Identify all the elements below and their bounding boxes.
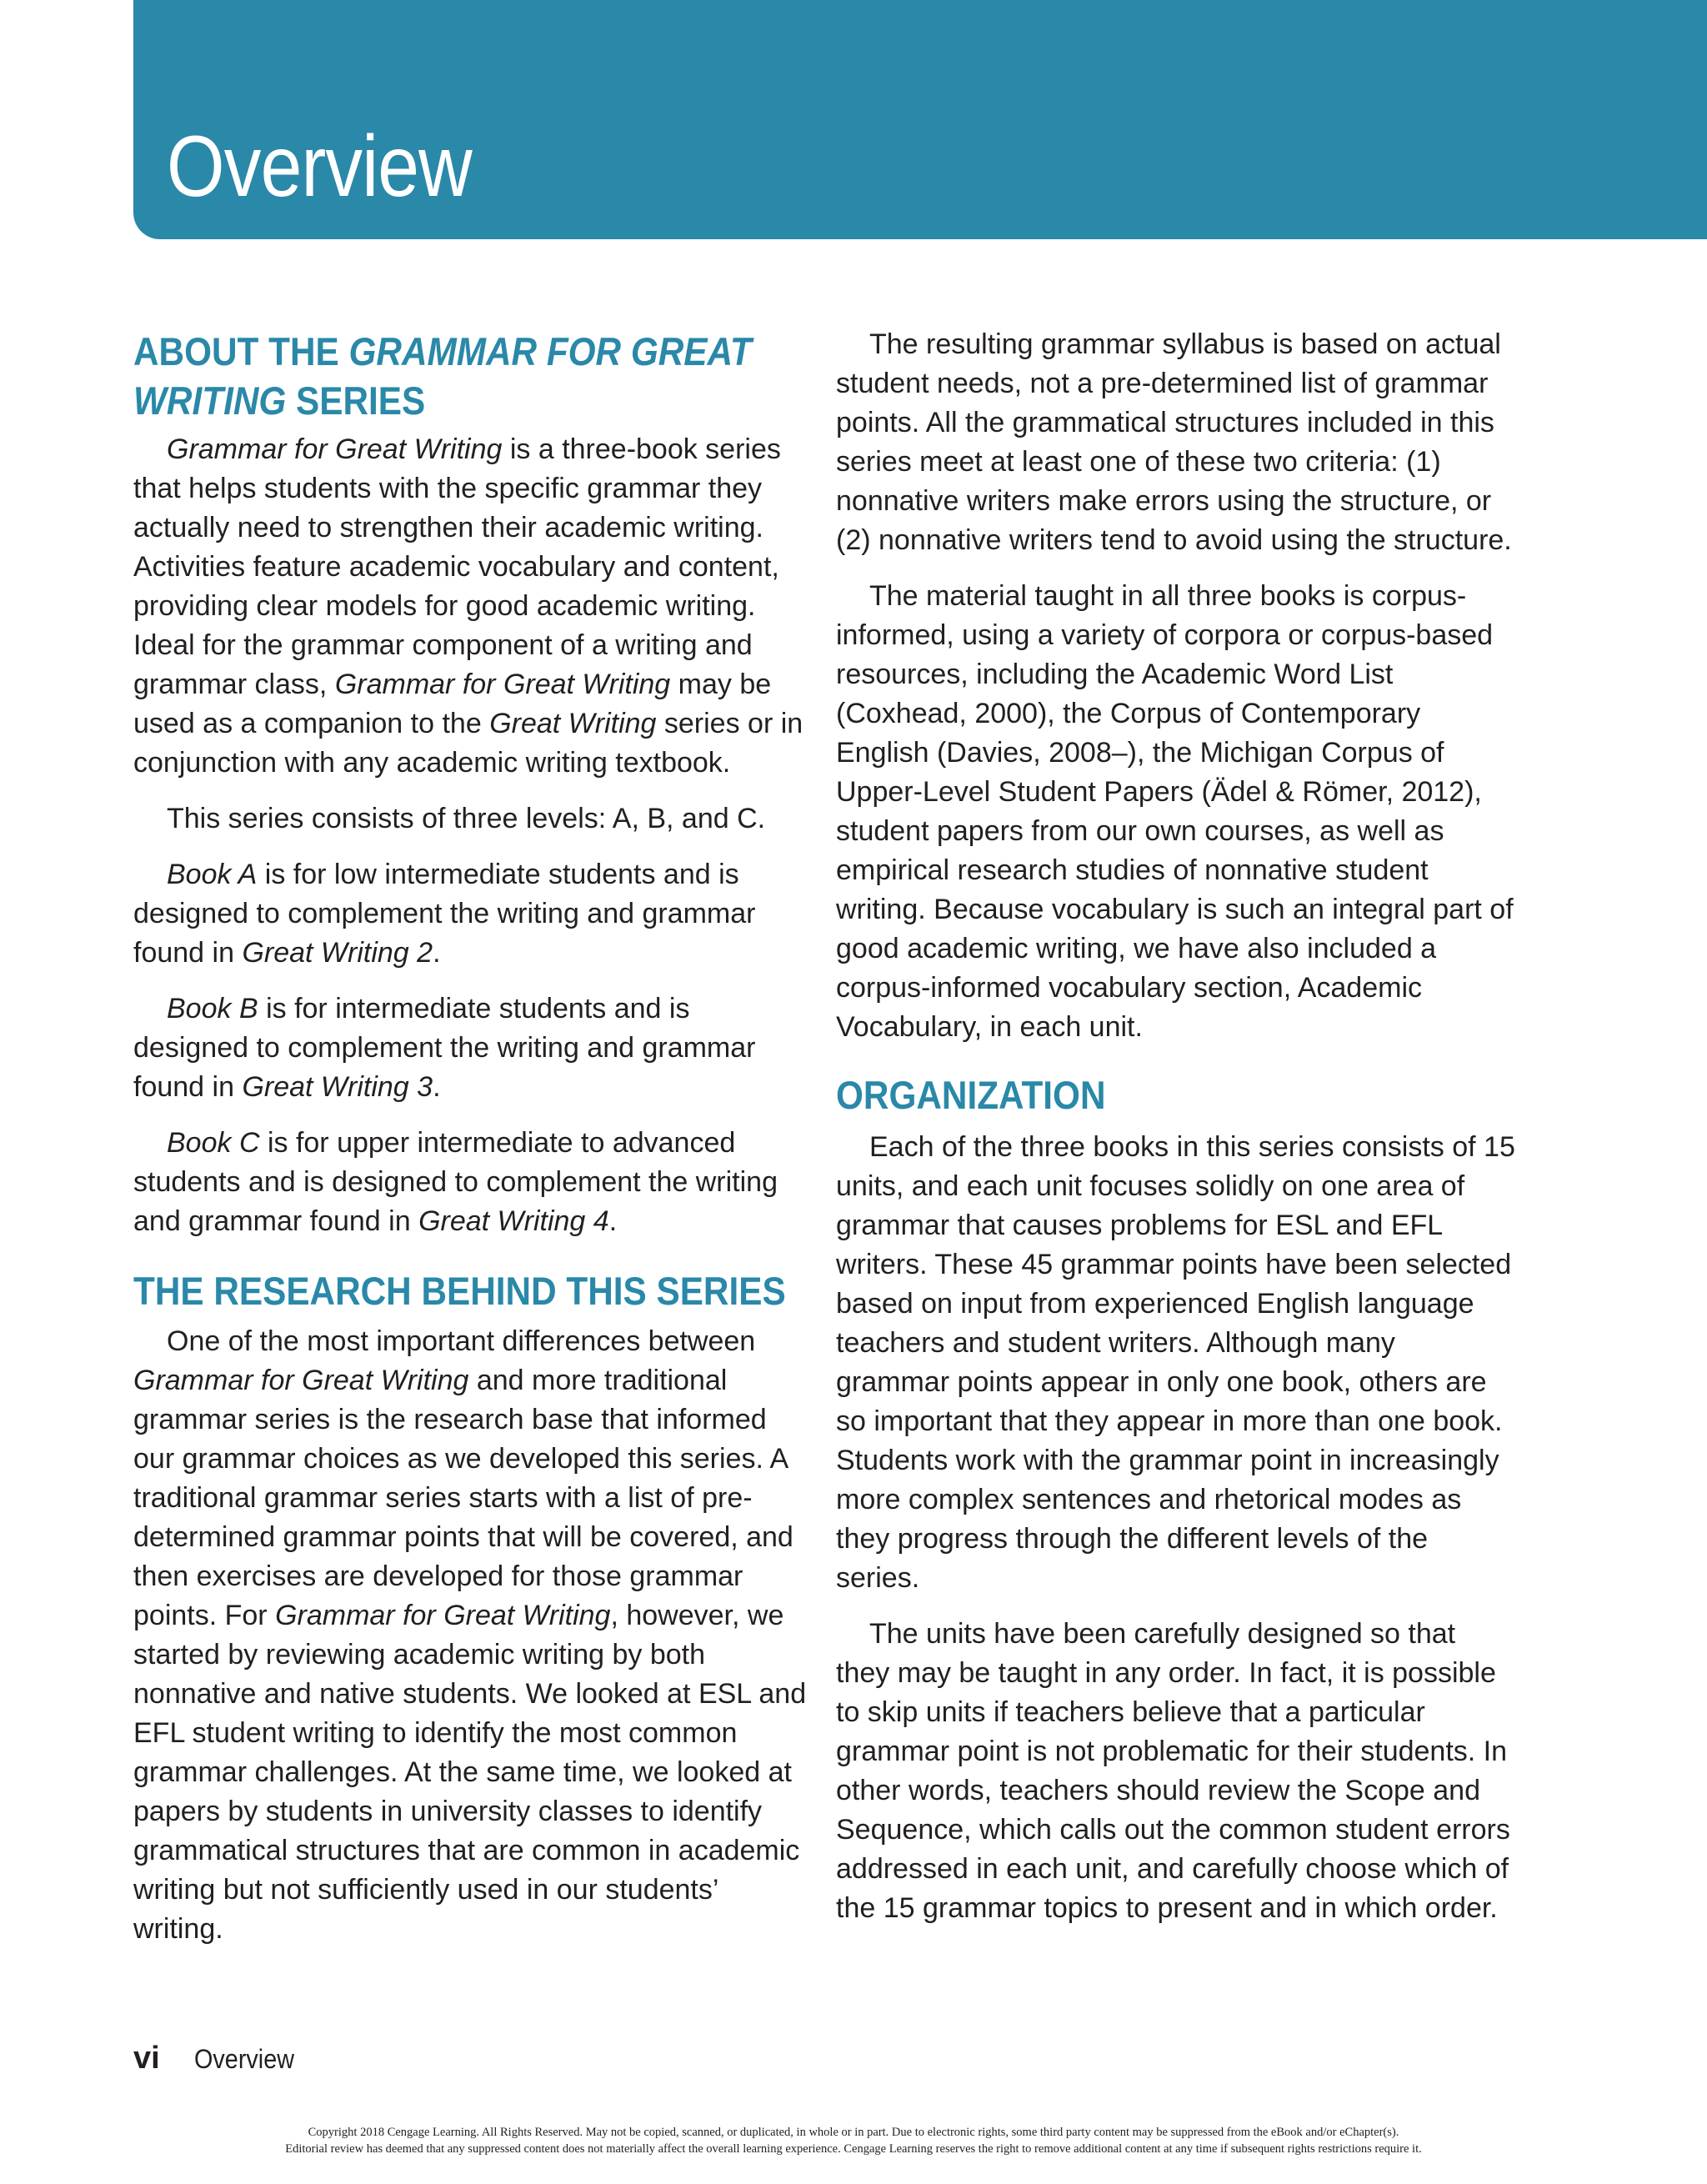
paragraph-text: , however, we started by reviewing academic writing by both nonnative and native students. We looked at ESL and EFL student writing to identify the most common grammar challenges. At the same time, we looked at papers by students in university classes to identify grammatical structures that are common in academic writing but not sufficiently used in our students’ writing.: [133, 1600, 807, 1945]
paragraph-text: One of the most important differences between: [167, 1325, 756, 1357]
book-title-ref: Grammar for Great Writing: [167, 433, 503, 465]
organization-heading: ORGANIZATION: [836, 1073, 1106, 1117]
about-heading-prefix: ABOUT THE: [133, 329, 349, 373]
book-title-ref: Great Writing 2: [242, 937, 433, 969]
page-number: vi: [133, 2041, 160, 2076]
book-title-ref: Grammar for Great Writing: [275, 1600, 611, 1631]
paragraph-text: is for intermediate students and is designed to complement the writing and grammar found in: [133, 993, 756, 1103]
research-heading: THE RESEARCH BEHIND THIS SERIES: [133, 1269, 786, 1313]
book-title-ref: Grammar for Great Writing: [334, 669, 671, 700]
header-banner: [133, 0, 1707, 239]
about-paragraph-2: This series consists of three levels: A, B, and C.: [167, 803, 766, 834]
about-heading-suffix: SERIES: [286, 378, 426, 423]
footer-section-label: Overview: [194, 2044, 295, 2074]
left-column: [133, 327, 807, 1966]
organization-paragraph-1: Each of the three books in this series consists of 15 units, and each unit focuses solidly on one area of grammar that causes problems for ESL and EFL writers. These 45 grammar points have been selected based on input from experienced English language teachers and student writers. Although many grammar points appear in only one book, others are so important that they appear in more than one book. Students work with the grammar point in increasingly more complex sentences and rhetorical modes as they progress through the different levels of the series.: [836, 1131, 1515, 1594]
paragraph-text: series or in conjunction with any academic writing textbook.: [133, 708, 803, 779]
paragraph-text: is for upper intermediate to advanced students and is designed to complement the writing and grammar found in: [133, 1127, 778, 1237]
corpus-paragraph: The material taught in all three books is corpus-informed, using a variety of corpora or corpus-based resources, including the Academic Word List (Coxhead, 2000), the Corpus of Contemporary English (Davies, 2008–), the Michigan Corpus of Upper-Level Student Papers (Ädel & Römer, 2012), student papers from our own courses, as well as empirical research studies of nonnative student writing. Because vocabulary is such an integral part of good academic writing, we have also included a corpus-informed vocabulary section, Academic Vocabulary, in each unit.: [836, 580, 1514, 1043]
paragraph-text: .: [608, 1205, 618, 1237]
book-title-ref: Book C: [167, 1127, 260, 1159]
paragraph-text: may be used as a companion to the: [133, 669, 772, 739]
organization-paragraph-2: The units have been carefully designed so that they may be taught in any order. In fact, it is possible to skip units if teachers believe that a particular grammar point is not problematic for their students. In other words, teachers should review the Scope and Sequence, which calls out the common student errors addressed in each unit, and carefully choose which of the 15 grammar topics to present and in which order.: [836, 1618, 1510, 1924]
about-series-heading: [133, 327, 808, 425]
book-title-ref: Book B: [167, 993, 258, 1024]
research-paragraph: [133, 1322, 807, 1949]
book-title-ref: Book A: [167, 859, 258, 890]
copyright-line-1: Copyright 2018 Cengage Learning. All Rights Reserved. May not be copied, scanned, or duplicated, in whole or in part. Due to electronic rights, some third party content may be suppressed from the eBook and/or eChapter(s).: [308, 2126, 1399, 2139]
about-paragraph-book-b: [133, 989, 807, 1107]
copyright-line-2: Editorial review has deemed that any suppressed content does not materially affect the overall learning experience. Cengage Learning reserves the right to remove additional content at any time if subsequent rights restrictions require it.: [285, 2142, 1422, 2156]
about-paragraph-book-a: [133, 855, 807, 973]
paragraph-text: .: [433, 937, 441, 969]
about-paragraph-book-c: [133, 1124, 807, 1241]
paragraph-text: .: [433, 1071, 441, 1103]
paragraph-text: is for low intermediate students and is designed to complement the writing and grammar found in: [133, 859, 756, 969]
book-title-ref: Great Writing 4: [418, 1205, 609, 1237]
about-paragraph-1: [133, 430, 807, 783]
book-title-ref: Great Writing 3: [242, 1071, 433, 1103]
book-title-ref: Great Writing: [489, 708, 657, 739]
copyright-notice: [83, 2124, 1624, 2157]
right-column: [836, 325, 1515, 1945]
paragraph-text: and more traditional grammar series is the research base that informed our grammar choices as we developed this series. A traditional grammar series starts with a list of pre-determined grammar points that will be covered, and then exercises are developed for those grammar points. For: [133, 1365, 793, 1631]
syllabus-paragraph: The resulting grammar syllabus is based on actual student needs, not a pre-determined list of grammar points. All the grammatical structures included in this series meet at least one of these two criteria: (1) nonnative writers make errors using the structure, or (2) nonnative writers tend to avoid using the structure.: [836, 328, 1512, 556]
book-title-ref: Grammar for Great Writing: [133, 1365, 469, 1396]
about-heading-title: GRAMMAR FOR GREAT WRITING: [133, 329, 752, 423]
paragraph-text: is a three-book series that helps students with the specific grammar they actually need to strengthen their academic writing. Activities feature academic vocabulary and content, providing clear models for good academic writing. Ideal for the grammar component of a writing and grammar class,: [133, 433, 781, 700]
page-title: Overview: [167, 118, 472, 215]
